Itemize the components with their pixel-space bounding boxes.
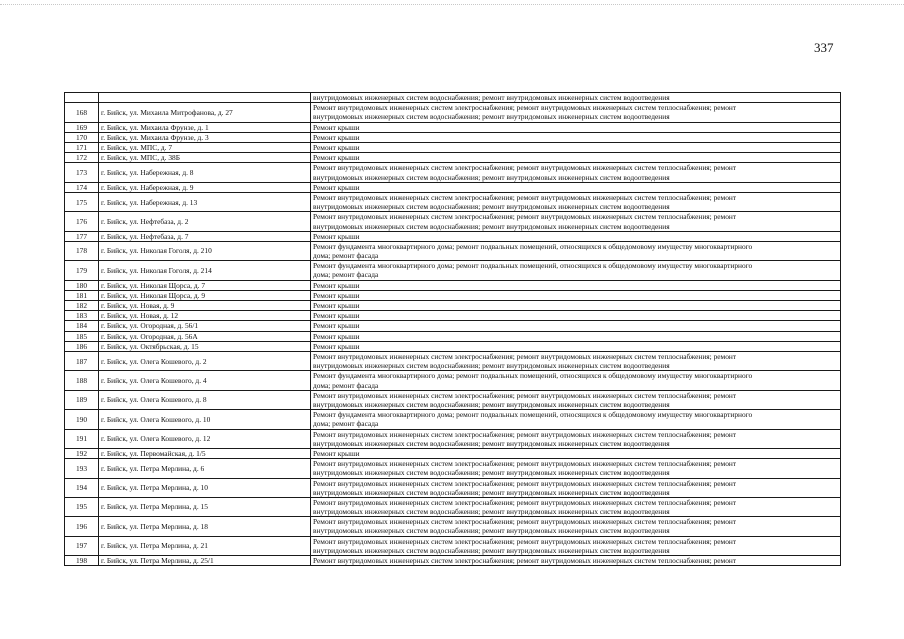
work-line: Ремонт крыши	[313, 122, 360, 132]
page-number: 337	[814, 40, 834, 55]
row-work-type	[311, 182, 841, 192]
row-number: 190	[65, 410, 99, 429]
table-row	[65, 311, 841, 321]
row-number: 172	[65, 153, 99, 163]
row-number: 192	[65, 448, 99, 458]
row-address: г. Бийск, ул. Набережная, д. 9	[99, 182, 311, 192]
row-address: г. Бийск, ул. Михаила Фрунзе, д. 1	[99, 122, 311, 132]
row-work-type	[311, 163, 841, 182]
row-address: г. Бийск, ул. Петра Мерлина, д. 25/1	[99, 556, 311, 566]
row-number: 173	[65, 163, 99, 182]
work-line: Ремонт внутридомовых инженерных систем электроснабжения; ремонт внутридомовых инженерных систем теплоснабжения; ремонт	[313, 192, 737, 202]
row-address: г. Бийск, ул. МПС, д. 38Б	[99, 153, 311, 163]
row-number: 179	[65, 261, 99, 280]
table-row	[65, 241, 841, 260]
work-line: Ремонт крыши	[313, 290, 360, 300]
table-row	[65, 390, 841, 409]
work-line: Ремонт фундамента многоквартирного дома; ремонт подвальных помещений, относящихся к общедомовому имуществу многоквартирного	[313, 241, 753, 251]
table-body	[65, 93, 841, 566]
row-address: г. Бийск, ул. Николая Гоголя, д. 210	[99, 241, 311, 260]
table-row	[65, 192, 841, 211]
row-work-type	[311, 390, 841, 409]
row-address: г. Бийск, ул. Новая, д. 9	[99, 301, 311, 311]
work-line: внутридомовых инженерных систем водоснабжения; ремонт внутридомовых инженерных систем водоотведения	[313, 487, 670, 497]
row-address: г. Бийск, ул. Николая Щорса, д. 9	[99, 290, 311, 300]
row-address: г. Бийск, ул. Набережная, д. 8	[99, 163, 311, 182]
work-line: дома; ремонт фасада	[313, 251, 379, 261]
row-work-type	[311, 122, 841, 132]
row-address: г. Бийск, ул. Олега Кошевого, д. 12	[99, 429, 311, 448]
work-line: внутридомовых инженерных систем водоснабжения; ремонт внутридомовых инженерных систем водоотведения	[313, 438, 670, 448]
table-row	[65, 536, 841, 555]
row-number: 189	[65, 390, 99, 409]
row-work-type	[311, 261, 841, 280]
row-number: 194	[65, 478, 99, 497]
work-line: дома; ремонт фасада	[313, 380, 379, 390]
row-work-type	[311, 371, 841, 390]
row-work-type	[311, 301, 841, 311]
work-line: дома; ремонт фасада	[313, 270, 379, 280]
work-line: Ремонт внутридомовых инженерных систем электроснабжения; ремонт внутридомовых инженерных систем теплоснабжения; ремонт	[313, 459, 737, 469]
row-address	[99, 93, 311, 103]
table-row	[65, 371, 841, 390]
row-address: г. Бийск, ул. Набережная, д. 13	[99, 192, 311, 211]
row-number: 182	[65, 301, 99, 311]
row-number: 176	[65, 212, 99, 231]
row-address: г. Бийск, ул. Нефтебаза, д. 2	[99, 212, 311, 231]
work-line: Ремонт крыши	[313, 311, 360, 321]
work-line: Ремонт крыши	[313, 182, 360, 192]
table-row	[65, 352, 841, 371]
table-row	[65, 142, 841, 152]
row-number: 198	[65, 556, 99, 566]
row-address: г. Бийск, ул. Петра Мерлина, д. 18	[99, 517, 311, 536]
work-line: Ремонт внутридомовых инженерных систем электроснабжения; ремонт внутридомовых инженерных систем теплоснабжения; ремонт	[313, 556, 737, 566]
work-line: Ремонт крыши	[313, 341, 360, 351]
row-address: г. Бийск, ул. Олега Кошевого, д. 10	[99, 410, 311, 429]
work-line: Ремонт крыши	[313, 280, 360, 290]
row-address: г. Бийск, ул. Нефтебаза, д. 7	[99, 231, 311, 241]
row-number: 195	[65, 497, 99, 516]
row-work-type	[311, 459, 841, 478]
table-row	[65, 459, 841, 478]
work-line: Ремонт внутридомовых инженерных систем электроснабжения; ремонт внутридомовых инженерных систем теплоснабжения; ремонт	[313, 163, 737, 173]
work-line: внутридомовых инженерных систем водоснабжения; ремонт внутридомовых инженерных систем водоотведения	[313, 361, 670, 371]
work-line: Ремонт внутридомовых инженерных систем электроснабжения; ремонт внутридомовых инженерных систем теплоснабжения; ремонт	[313, 352, 737, 362]
row-number: 193	[65, 459, 99, 478]
table-row	[65, 212, 841, 231]
table-row	[65, 103, 841, 122]
table-row	[65, 163, 841, 182]
table-row	[65, 448, 841, 458]
row-number: 170	[65, 132, 99, 142]
row-number: 191	[65, 429, 99, 448]
work-line: внутридомовых инженерных систем водоснабжения; ремонт внутридомовых инженерных систем водоотведения	[313, 93, 670, 102]
table-row	[65, 290, 841, 300]
work-line: внутридомовых инженерных систем водоснабжения; ремонт внутридомовых инженерных систем водоотведения	[313, 112, 670, 122]
row-address: г. Бийск, ул. Первомайская, д. 1/5	[99, 448, 311, 458]
row-number: 174	[65, 182, 99, 192]
row-address: г. Бийск, ул. Петра Мерлина, д. 21	[99, 536, 311, 555]
row-work-type	[311, 536, 841, 555]
row-number: 171	[65, 142, 99, 152]
table-row	[65, 122, 841, 132]
table-row	[65, 261, 841, 280]
work-line: Ремонт фундамента многоквартирного дома; ремонт подвальных помещений, относящихся к общедомовому имуществу многоквартирного	[313, 261, 753, 271]
work-line: Ремонт крыши	[313, 331, 360, 341]
work-line: внутридомовых инженерных систем водоснабжения; ремонт внутридомовых инженерных систем водоотведения	[313, 172, 670, 182]
row-number: 169	[65, 122, 99, 132]
row-number: 178	[65, 241, 99, 260]
work-line: Ремонт крыши	[313, 153, 360, 163]
row-number: 175	[65, 192, 99, 211]
row-number: 183	[65, 311, 99, 321]
row-work-type	[311, 517, 841, 536]
table-row	[65, 93, 841, 103]
work-line: внутридомовых инженерных систем водоснабжения; ремонт внутридомовых инженерных систем водоотведения	[313, 507, 670, 517]
row-address: г. Бийск, ул. МПС, д. 7	[99, 142, 311, 152]
row-address: г. Бийск, ул. Новая, д. 12	[99, 311, 311, 321]
row-work-type	[311, 478, 841, 497]
row-number: 196	[65, 517, 99, 536]
row-number: 184	[65, 321, 99, 331]
table-row	[65, 341, 841, 351]
work-line: Ремонт внутридомовых инженерных систем электроснабжения; ремонт внутридомовых инженерных систем теплоснабжения; ремонт	[313, 497, 737, 507]
row-address: г. Бийск, ул. Петра Мерлина, д. 6	[99, 459, 311, 478]
row-work-type	[311, 212, 841, 231]
row-number: 197	[65, 536, 99, 555]
work-line: Ремонт крыши	[313, 321, 360, 331]
row-number: 168	[65, 103, 99, 122]
work-line: внутридомовых инженерных систем водоснабжения; ремонт внутридомовых инженерных систем водоотведения	[313, 468, 670, 478]
work-line: Ремонт внутридомовых инженерных систем электроснабжения; ремонт внутридомовых инженерных систем теплоснабжения; ремонт	[313, 212, 737, 222]
row-work-type	[311, 93, 841, 103]
row-work-type	[311, 341, 841, 351]
work-line: Ремонт внутридомовых инженерных систем электроснабжения; ремонт внутридомовых инженерных систем теплоснабжения; ремонт	[313, 517, 737, 527]
table-row	[65, 132, 841, 142]
row-address: г. Бийск, ул. Николая Гоголя, д. 214	[99, 261, 311, 280]
row-address: г. Бийск, ул. Олега Кошевого, д. 2	[99, 352, 311, 371]
table-row	[65, 410, 841, 429]
work-line: Ремонт внутридомовых инженерных систем электроснабжения; ремонт внутридомовых инженерных систем теплоснабжения; ремонт	[313, 536, 737, 546]
table-row	[65, 478, 841, 497]
work-line: Ремонт крыши	[313, 142, 360, 152]
row-work-type	[311, 331, 841, 341]
row-number: 177	[65, 231, 99, 241]
row-address: г. Бийск, ул. Михаила Фрунзе, д. 3	[99, 132, 311, 142]
repair-schedule-table	[64, 92, 841, 566]
row-number: 187	[65, 352, 99, 371]
row-work-type	[311, 497, 841, 516]
table-row	[65, 182, 841, 192]
row-work-type	[311, 290, 841, 300]
work-line: Ремонт фундамента многоквартирного дома; ремонт подвальных помещений, относящихся к общедомовому имуществу многоквартирного	[313, 410, 753, 420]
row-address: г. Бийск, ул. Олега Кошевого, д. 8	[99, 390, 311, 409]
work-line: Ремонт крыши	[313, 448, 360, 458]
row-work-type	[311, 321, 841, 331]
table-row	[65, 301, 841, 311]
work-line: внутридомовых инженерных систем водоснабжения; ремонт внутридомовых инженерных систем водоотведения	[313, 526, 670, 536]
work-line: внутридомовых инженерных систем водоснабжения; ремонт внутридомовых инженерных систем водоотведения	[313, 545, 670, 555]
row-number: 188	[65, 371, 99, 390]
table-row	[65, 556, 841, 566]
table-row	[65, 321, 841, 331]
row-number: 186	[65, 341, 99, 351]
row-work-type	[311, 410, 841, 429]
row-address: г. Бийск, ул. Николая Щорса, д. 7	[99, 280, 311, 290]
row-work-type	[311, 103, 841, 122]
table-row	[65, 280, 841, 290]
row-work-type	[311, 192, 841, 211]
row-work-type	[311, 132, 841, 142]
row-work-type	[311, 280, 841, 290]
scan-edge-line	[0, 4, 904, 5]
row-work-type	[311, 556, 841, 566]
row-address: г. Бийск, ул. Олега Кошевого, д. 4	[99, 371, 311, 390]
table-row	[65, 331, 841, 341]
table-row	[65, 497, 841, 516]
work-line: Ремонт крыши	[313, 231, 360, 241]
row-address: г. Бийск, ул. Петра Мерлина, д. 15	[99, 497, 311, 516]
row-work-type	[311, 429, 841, 448]
row-address: г. Бийск, ул. Михаила Митрофанова, д. 27	[99, 103, 311, 122]
table-row	[65, 153, 841, 163]
row-work-type	[311, 311, 841, 321]
row-work-type	[311, 352, 841, 371]
work-line: Ремонт крыши	[313, 132, 360, 142]
table-row	[65, 429, 841, 448]
row-address: г. Бийск, ул. Огородная, д. 56/1	[99, 321, 311, 331]
row-work-type	[311, 448, 841, 458]
work-line: Ремонт внутридомовых инженерных систем электроснабжения; ремонт внутридомовых инженерных систем теплоснабжения; ремонт	[313, 478, 737, 488]
work-line: Ремонт внутридомовых инженерных систем электроснабжения; ремонт внутридомовых инженерных систем теплоснабжения; ремонт	[313, 390, 737, 400]
row-number: 181	[65, 290, 99, 300]
table-row	[65, 517, 841, 536]
work-line: дома; ремонт фасада	[313, 419, 379, 429]
row-work-type	[311, 142, 841, 152]
work-line: Ремонт внутридомовых инженерных систем электроснабжения; ремонт внутридомовых инженерных систем теплоснабжения; ремонт	[313, 429, 737, 439]
row-address: г. Бийск, ул. Огородная, д. 56А	[99, 331, 311, 341]
work-line: внутридомовых инженерных систем водоснабжения; ремонт внутридомовых инженерных систем водоотведения	[313, 202, 670, 212]
work-line: внутридомовых инженерных систем водоснабжения; ремонт внутридомовых инженерных систем водоотведения	[313, 221, 670, 231]
row-work-type	[311, 241, 841, 260]
row-number	[65, 93, 99, 103]
table-row	[65, 231, 841, 241]
work-line: Ремонт крыши	[313, 301, 360, 311]
row-work-type	[311, 231, 841, 241]
row-address: г. Бийск, ул. Петра Мерлина, д. 10	[99, 478, 311, 497]
row-work-type	[311, 153, 841, 163]
work-line: внутридомовых инженерных систем водоснабжения; ремонт внутридомовых инженерных систем водоотведения	[313, 400, 670, 410]
row-address: г. Бийск, ул. Октябрьская, д. 15	[99, 341, 311, 351]
row-number: 185	[65, 331, 99, 341]
work-line: Ремонт внутридомовых инженерных систем электроснабжения; ремонт внутридомовых инженерных систем теплоснабжения; ремонт	[313, 103, 737, 113]
work-line: Ремонт фундамента многоквартирного дома; ремонт подвальных помещений, относящихся к общедомовому имуществу многоквартирного	[313, 371, 753, 381]
row-number: 180	[65, 280, 99, 290]
